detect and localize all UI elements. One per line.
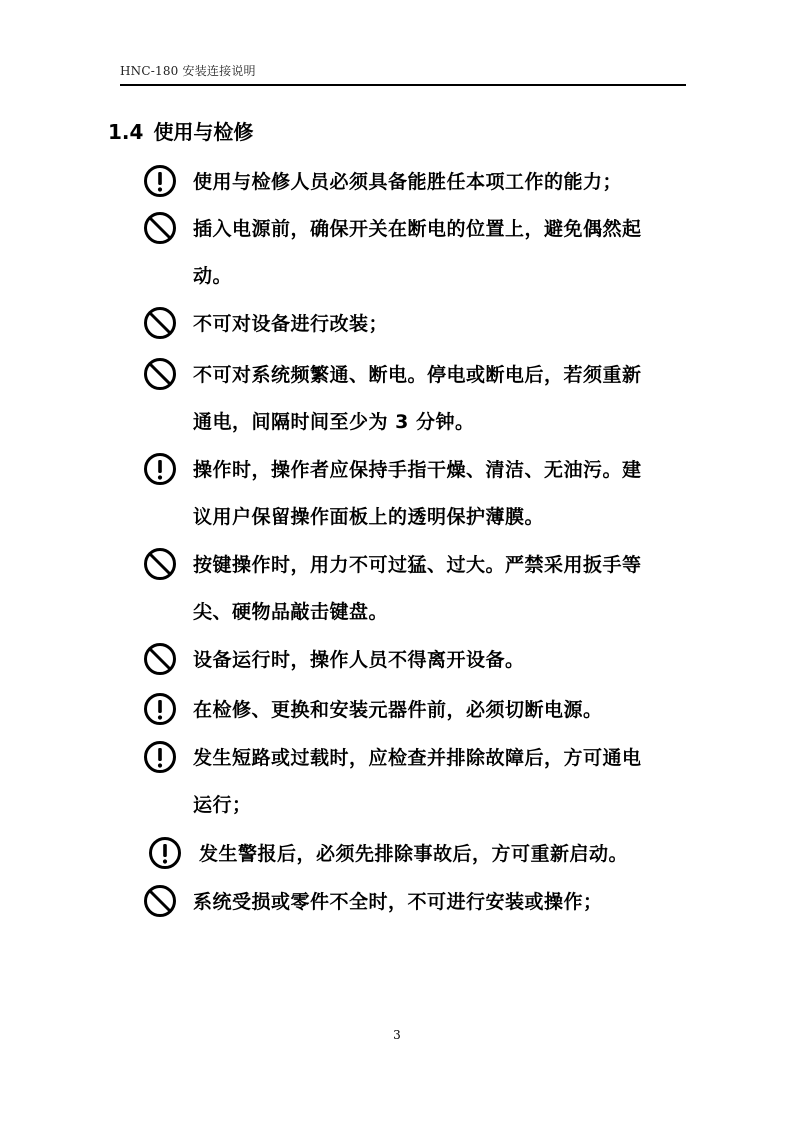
prohibition-icon: [143, 884, 177, 918]
section-title: 使用与检修: [153, 120, 254, 144]
item-text: 发生警报后，必须先排除事故后，方可重新启动。: [199, 843, 629, 865]
prohibition-icon: [143, 642, 177, 676]
exclamation-circle-icon: [143, 692, 177, 726]
item-text-continued: 议用户保留操作面板上的透明保护薄膜。: [193, 506, 545, 528]
item-text: 插入电源前，确保开关在断电的位置上，避免偶然起: [193, 218, 642, 240]
item-text: 发生短路或过载时，应检查并排除故障后，方可通电: [193, 747, 642, 769]
exclamation-circle-icon: [143, 740, 177, 774]
header-title: HNC-180 安装连接说明: [120, 64, 256, 78]
prohibition-icon: [143, 306, 177, 340]
exclamation-circle-icon: [143, 164, 177, 198]
item-text: 使用与检修人员必须具备能胜任本项工作的能力；: [193, 171, 623, 193]
item-text-continued: 通电，间隔时间至少为 3 分钟。: [193, 411, 475, 433]
item-text-continued: 运行；: [193, 794, 252, 816]
item-text: 系统受损或零件不全时，不可进行安装或操作；: [193, 891, 603, 913]
page-header: [120, 60, 686, 86]
exclamation-circle-icon: [148, 836, 182, 870]
header-rule: [120, 84, 686, 86]
item-text-continued: 尖、硬物品敲击键盘。: [193, 601, 389, 623]
item-text: 不可对系统频繁通、断电。停电或断电后，若须重新: [193, 364, 642, 386]
item-text: 在检修、更换和安装元器件前，必须切断电源。: [193, 699, 603, 721]
item-text: 按键操作时，用力不可过猛、过大。严禁采用扳手等: [193, 554, 642, 576]
prohibition-icon: [143, 547, 177, 581]
item-text: 操作时，操作者应保持手指干燥、清洁、无油污。建: [193, 459, 642, 481]
prohibition-icon: [143, 357, 177, 391]
item-text: 设备运行时，操作人员不得离开设备。: [193, 649, 525, 671]
page-number: 3: [393, 1028, 401, 1042]
section-number: 1.4: [108, 120, 144, 144]
prohibition-icon: [143, 211, 177, 245]
item-text-continued: 动。: [193, 265, 233, 287]
section-heading: [108, 118, 253, 146]
exclamation-circle-icon: [143, 452, 177, 486]
item-text: 不可对设备进行改装；: [193, 313, 389, 335]
